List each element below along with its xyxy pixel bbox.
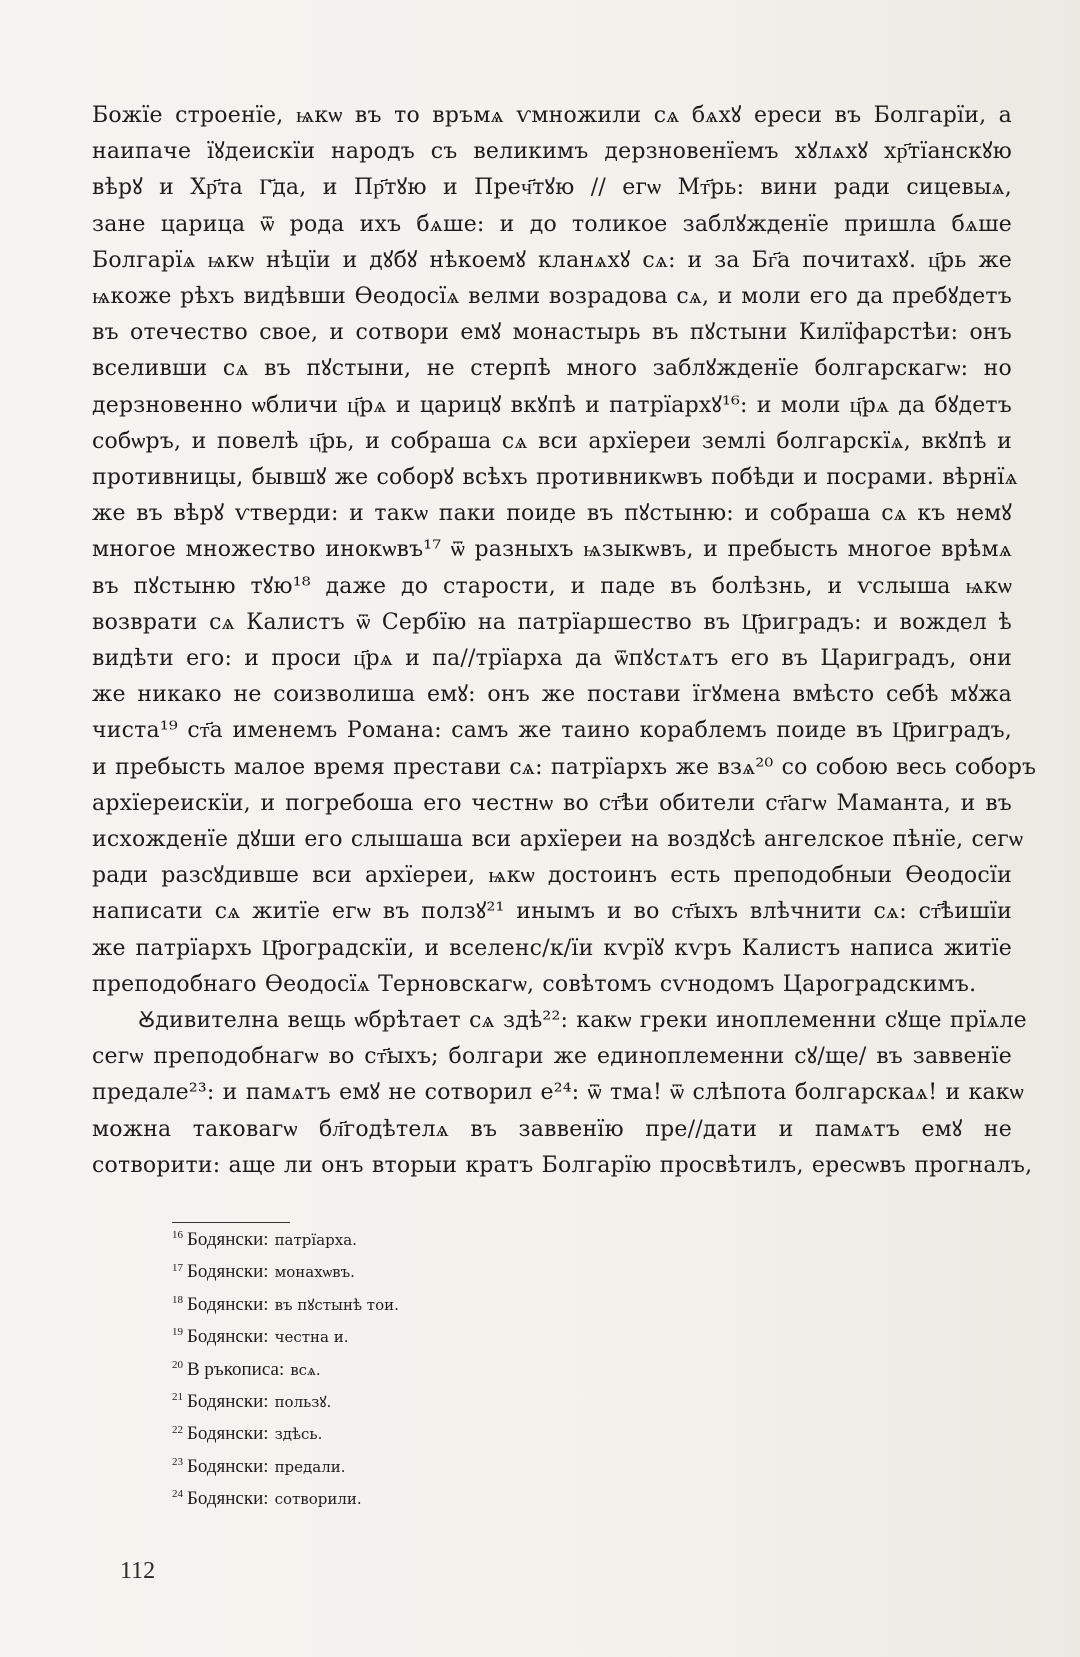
text-line: собѡръ, и повелѣ ц҃рь, и собраша сѧ вси архїереи землi болгарскїѧ, вкꙋпѣ и — [92, 428, 1012, 454]
footnote-text: предали. — [274, 1457, 346, 1476]
text-line: же никако не соизволиша емꙋ: онъ же постави їгꙋмена вмѣсто себѣ мꙋжа — [92, 682, 1012, 708]
footnote-number: 20 — [172, 1358, 183, 1371]
text-line: Ꙋдивителна вещь ѡбрѣтает сѧ здѣ²²: какѡ греки иноплеменни сꙋще прїѧле — [138, 1008, 1027, 1034]
text-line: наипаче їꙋдеискїи народъ съ великимъ дерзновенїемъ хꙋлѧхꙋ хр҃тїанскꙋю — [92, 139, 1012, 165]
footnote-number: 21 — [172, 1391, 183, 1404]
footnote-text: сотворили. — [274, 1490, 362, 1509]
footnote-separator — [172, 1222, 290, 1223]
paragraph-2 — [92, 1003, 1033, 1184]
footnote-source: В ръкописа: — [187, 1358, 285, 1380]
text-line: противницы, бывшꙋ же соборꙋ всѣхъ противникѡвъ побѣди и посрами. вѣрнїѧ — [92, 465, 1018, 491]
text-line: и пребысть малое время престави сѧ: патрїархъ же взѧ²⁰ со собою весь соборъ — [92, 754, 1037, 780]
footnote — [172, 1483, 872, 1515]
footnote-number: 18 — [172, 1293, 183, 1306]
footnote-source: Бодянски: — [187, 1455, 269, 1477]
main-text — [92, 98, 1037, 1184]
footnote — [172, 1418, 872, 1450]
text-line: вѣрꙋ и Хр҃та Г҃да, и Пр҃тꙋю и Преч҃тꙋю // егѡ Мт҃рь: вини ради сицевыѧ, — [92, 175, 1012, 201]
page-number: 112 — [120, 1558, 156, 1584]
footnote-text: въ пꙋстынѣ тои. — [274, 1295, 399, 1314]
text-line: написати сѧ житїе егѡ въ ползꙋ²¹ инымъ и во ст҃ыхъ влѣчнити сѧ: ст҃ѣишїи — [92, 899, 1012, 925]
footnote — [172, 1386, 872, 1418]
text-line: исхожденїе дꙋши его слышаша вси архїереи на воздꙋсѣ ангелское пѣнїе, сегѡ — [92, 827, 1024, 853]
footnote — [172, 1321, 872, 1353]
footnote — [172, 1451, 872, 1483]
text-line: многое множество инокѡвъ¹⁷ ѿ разныхъ ѩзыкѡвъ, и пребысть многое врѣмѧ — [92, 537, 1012, 563]
text-line: сотворити: аще ли онъ вторыи кратъ Болгарїю просвѣтилъ, ересѡвъ прогналъ, — [92, 1152, 1033, 1178]
footnote-source: Бодянски: — [187, 1229, 269, 1250]
text-line: же патрїархъ Ц҃роградскїи, и вселенс/к/їи кѵрїꙋ кѵръ Калистъ написа житїе — [92, 935, 1012, 961]
footnote — [172, 1354, 872, 1386]
text-line: ѩкоже рѣхъ видѣвши Ѳеодосїѧ велми возрадова сѧ, и моли его да пребꙋдетъ — [92, 284, 1012, 310]
footnote-text: здѣсь. — [274, 1425, 323, 1444]
footnotes — [172, 1224, 872, 1516]
footnote-text: честна и. — [274, 1328, 349, 1347]
text-line: архїереискїи, и погребоша его честнѡ во ст҃ѣи обители ст҃агѡ Маманта, и въ — [92, 790, 1012, 816]
text-line: дерзновенно ѡбличи ц҃рѧ и царицꙋ вкꙋпѣ и патрїархꙋ¹⁶: и моли ц҃рѧ да бꙋдетъ — [92, 392, 1012, 418]
text-line: чиста¹⁹ ст҃а именемъ Романа: самъ же таино кораблемъ поиде въ Ц҃риградъ, — [92, 718, 1012, 744]
text-line: сегѡ преподобнагѡ во ст҃ыхъ; болгари же единоплеменни сꙋ/ще/ въ заввенїе — [92, 1044, 1012, 1070]
text-line: же въ вѣрꙋ ѵтверди: и такѡ паки поиде въ пꙋстыню: и собраша сѧ къ немꙋ — [92, 501, 1012, 527]
footnote-number: 23 — [172, 1456, 183, 1469]
footnote — [172, 1224, 872, 1256]
footnote-source: Бодянски: — [187, 1488, 269, 1510]
footnote-number: 22 — [172, 1423, 183, 1436]
text-line: преподобнаго Ѳеодосїѧ Терновскагѡ, совѣтомъ сѵнодомъ Цароградскимъ. — [92, 971, 977, 997]
text-line: видѣти его: и проси ц҃рѧ и па//трїарха да ѿпꙋстѧтъ его въ Цариградъ, они — [92, 646, 1012, 672]
text-line: возврати сѧ Калистъ ѿ Сербїю на патрїаршество въ Ц҃риградъ: и вождел ѣ — [92, 609, 1012, 635]
text-line: можна таковагѡ бл҃годѣтелѧ въ заввенїю пре//дати и памѧтъ емꙋ не — [92, 1116, 1012, 1142]
footnote — [172, 1256, 872, 1288]
footnote-source: Бодянски: — [187, 1293, 269, 1315]
footnote-number: 16 — [172, 1229, 183, 1242]
paragraph-1 — [92, 98, 1037, 1003]
text-line: предале²³: и памѧтъ емꙋ не сотворил е²⁴: ѿ тма! ѿ слѣпота болгарскаѧ! и какѡ — [92, 1080, 1024, 1106]
footnote-text: монахѡвъ. — [274, 1263, 355, 1282]
footnote-text: всѧ. — [290, 1360, 321, 1379]
footnote — [172, 1289, 872, 1321]
footnote-text: пользꙋ. — [274, 1393, 332, 1412]
footnote-text: патрїарха. — [274, 1231, 357, 1249]
footnote-source: Бодянски: — [187, 1423, 269, 1445]
footnote-number: 19 — [172, 1326, 183, 1339]
footnote-source: Бодянски: — [187, 1391, 269, 1413]
text-line: вселивши сѧ въ пꙋстыни, не стерпѣ много заблꙋжденїе болгарскагѡ: но — [92, 356, 1012, 382]
text-line: въ отечество свое, и сотвори емꙋ монастырь въ пꙋстыни Килїфарстѣи: онъ — [92, 320, 1012, 346]
text-line: Болгарїѧ ѩкѡ нѣцїи и дꙋбꙋ нѣкоемꙋ кланѧхꙋ сѧ: и за Бг҃а почитахꙋ. ц҃рь же — [92, 247, 1012, 273]
footnote-source: Бодянски: — [187, 1261, 269, 1283]
footnote-source: Бодянски: — [187, 1326, 269, 1348]
text-line: Божїе строенїе, ѩкѡ въ то връмѧ ѵмножили сѧ бѧхꙋ ереси въ Болгарїи, а — [92, 103, 1012, 128]
text-line: ради разсꙋдивше вси архїереи, ѩкѡ достоинъ есть преподобныи Ѳеодосїи — [92, 863, 1012, 889]
text-line: въ пꙋстыню тꙋю¹⁸ даже до старости, и паде въ болѣзнь, и ѵслыша ѩкѡ — [92, 573, 1012, 599]
footnote-number: 24 — [172, 1488, 183, 1501]
footnote-number: 17 — [172, 1261, 183, 1274]
text-line: зане царица ѿ рода ихъ бѧше: и до толикое заблꙋжденїе пришла бѧше — [92, 211, 1012, 237]
